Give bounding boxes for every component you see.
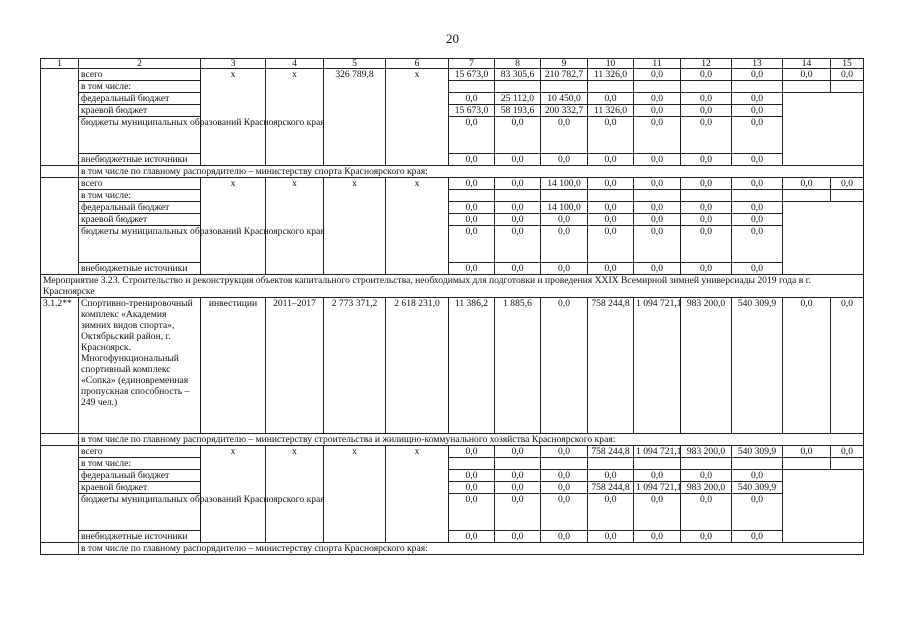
object-row <box>41 298 864 434</box>
empty-cell <box>449 458 495 470</box>
table-row <box>41 214 864 226</box>
budget-table <box>40 58 864 555</box>
value-cell: 0,0 <box>681 69 732 81</box>
header-cell: 5 <box>324 59 386 69</box>
empty-cell <box>495 190 541 202</box>
manager-sport-row: в том числе по главному распорядителю – министерству спорта Красноярского края: <box>79 166 864 178</box>
empty-cell <box>541 190 588 202</box>
page-number: 20 <box>446 31 459 46</box>
table-row <box>41 202 864 214</box>
value-cell: 983 200,0 <box>681 482 732 494</box>
value-cell: 0,0 <box>541 446 588 458</box>
value-cell: 0,0 <box>588 178 634 190</box>
table-row <box>41 154 864 166</box>
empty-cell <box>783 190 831 202</box>
empty-cell <box>41 178 79 275</box>
value-cell: 0,0 <box>449 202 495 214</box>
value-cell: 0,0 <box>495 446 541 458</box>
table-row <box>41 93 864 105</box>
value-cell: 0,0 <box>495 226 541 263</box>
value-cell: 0,0 <box>732 214 783 226</box>
value-cell: 15 673,0 <box>449 69 495 81</box>
value-cell: 0,0 <box>495 470 541 482</box>
value-cell: 0,0 <box>831 178 864 190</box>
header-cell: 8 <box>495 59 541 69</box>
value-cell: 0,0 <box>449 446 495 458</box>
value-cell: 0,0 <box>588 470 634 482</box>
header-cell: 2 <box>79 59 201 69</box>
value-cell: 0,0 <box>541 214 588 226</box>
value-cell: х <box>201 178 266 275</box>
row-label: краевой бюджет <box>79 105 201 117</box>
value-cell: 0,0 <box>449 93 495 105</box>
table-row <box>41 105 864 117</box>
value-cell: 0,0 <box>588 154 634 166</box>
value-cell: х <box>386 69 449 166</box>
empty-cell <box>634 458 681 470</box>
value-cell: 0,0 <box>449 178 495 190</box>
value-cell: 758 244,8 <box>588 298 634 434</box>
value-cell: 0,0 <box>449 494 495 531</box>
value-cell: 11 386,2 <box>449 298 495 434</box>
value-cell: 0,0 <box>634 117 681 154</box>
empty-cell <box>783 202 864 275</box>
row-label: бюджеты муниципальных образований Красноярского края <box>79 494 201 531</box>
value-cell: 0,0 <box>681 531 732 543</box>
value-cell: 0,0 <box>449 482 495 494</box>
span-row <box>41 434 864 446</box>
header-cell: 4 <box>266 59 324 69</box>
value-cell: 0,0 <box>634 226 681 263</box>
row-label: внебюджетные источники <box>79 263 201 275</box>
empty-cell <box>681 190 732 202</box>
value-cell: 0,0 <box>681 202 732 214</box>
value-cell: х <box>266 446 324 543</box>
header-cell: 15 <box>831 59 864 69</box>
header-cell: 7 <box>449 59 495 69</box>
value-cell: 0,0 <box>588 202 634 214</box>
value-cell: 0,0 <box>783 298 831 434</box>
value-cell: 0,0 <box>495 482 541 494</box>
empty-cell <box>681 81 732 93</box>
value-cell: 758 244,8 <box>588 446 634 458</box>
value-cell: 0,0 <box>634 263 681 275</box>
row-label: в том числе: <box>79 190 201 202</box>
value-cell: 0,0 <box>634 93 681 105</box>
value-cell: х <box>201 69 266 166</box>
row-label: всего <box>79 69 201 81</box>
empty-cell <box>41 166 79 178</box>
table-row <box>41 470 864 482</box>
row-label: всего <box>79 178 201 190</box>
value-cell: 14 100,0 <box>541 178 588 190</box>
row-label: федеральный бюджет <box>79 93 201 105</box>
value-cell: 0,0 <box>588 226 634 263</box>
value-cell: 0,0 <box>588 494 634 531</box>
measure-title: Мероприятие 3.23. Строительство и реконструкция объектов капитального строительства, необходимых для подготовки и проведения XXIX Всемирной зимней универсиады 2019 года в г. Красноярске <box>41 275 864 298</box>
row-label: всего <box>79 446 201 458</box>
value-cell: 0,0 <box>634 494 681 531</box>
value-cell: 0,0 <box>681 494 732 531</box>
value-cell: 0,0 <box>588 214 634 226</box>
header-cell: 12 <box>681 59 732 69</box>
row-label: бюджеты муниципальных образований Красноярского края <box>79 117 201 154</box>
value-cell: 0,0 <box>634 69 681 81</box>
value-cell: 0,0 <box>495 178 541 190</box>
row-label: в том числе: <box>79 81 201 93</box>
value-cell: 0,0 <box>681 470 732 482</box>
value-cell: 0,0 <box>541 298 588 434</box>
value-cell: 983 200,0 <box>681 298 732 434</box>
value-cell: 0,0 <box>541 263 588 275</box>
header-cell: 9 <box>541 59 588 69</box>
empty-cell <box>831 81 864 93</box>
value-cell: 0,0 <box>681 93 732 105</box>
table-row <box>41 178 864 190</box>
value-cell: 0,0 <box>541 482 588 494</box>
value-cell: х <box>266 178 324 275</box>
empty-cell <box>831 458 864 470</box>
value-cell: 0,0 <box>783 446 831 458</box>
value-cell: 0,0 <box>732 105 783 117</box>
value-cell: 1 094 721,1 <box>634 446 681 458</box>
table-row <box>41 226 864 263</box>
row-label: в том числе: <box>79 458 201 470</box>
table-row <box>41 117 864 154</box>
span-row <box>41 543 864 555</box>
value-cell: 0,0 <box>449 226 495 263</box>
value-cell: х <box>201 446 266 543</box>
empty-cell <box>495 81 541 93</box>
table-row <box>41 494 864 531</box>
value-cell: 58 193,6 <box>495 105 541 117</box>
value-cell: 0,0 <box>732 226 783 263</box>
value-cell: 0,0 <box>495 494 541 531</box>
value-cell: 0,0 <box>634 470 681 482</box>
value-cell: 0,0 <box>449 154 495 166</box>
value-cell: 0,0 <box>681 214 732 226</box>
value-cell: х <box>386 446 449 543</box>
empty-cell <box>588 458 634 470</box>
empty-cell <box>588 190 634 202</box>
value-cell: 0,0 <box>732 154 783 166</box>
empty-cell <box>41 543 79 555</box>
value-cell: 0,0 <box>681 178 732 190</box>
value-cell: 0,0 <box>495 214 541 226</box>
value-cell: 25 112,0 <box>495 93 541 105</box>
value-cell: 0,0 <box>541 494 588 531</box>
value-cell: 1 885,6 <box>495 298 541 434</box>
value-cell: 0,0 <box>732 178 783 190</box>
header-cell: 3 <box>201 59 266 69</box>
value-cell: 0,0 <box>831 298 864 434</box>
value-cell: 0,0 <box>449 214 495 226</box>
value-cell: 15 673,0 <box>449 105 495 117</box>
value-cell: 0,0 <box>541 470 588 482</box>
value-cell: 0,0 <box>681 105 732 117</box>
empty-cell <box>449 190 495 202</box>
value-cell: 0,0 <box>588 263 634 275</box>
value-cell: 0,0 <box>732 202 783 214</box>
value-cell: 0,0 <box>681 263 732 275</box>
value-cell: 11 326,0 <box>588 69 634 81</box>
empty-cell <box>588 81 634 93</box>
empty-cell <box>681 458 732 470</box>
row-label: краевой бюджет <box>79 482 201 494</box>
value-cell: 0,0 <box>495 154 541 166</box>
value-cell: 540 309,9 <box>732 482 783 494</box>
value-cell: 0,0 <box>831 69 864 81</box>
value-cell: 540 309,9 <box>732 298 783 434</box>
value-cell: 0,0 <box>495 531 541 543</box>
value-cell: 2011–2017 <box>266 298 324 434</box>
empty-cell <box>831 190 864 202</box>
value-cell: 0,0 <box>495 202 541 214</box>
object-name: Спортивно-тренировочный комплекс «Академия зимних видов спорта», Октябрьский район, г. Красноярск. Многофункциональный спортивный комплекс «Сопка» (единовременная пропускная способность – 249 чел.) <box>79 298 201 434</box>
table-row <box>41 458 864 470</box>
value-cell: 0,0 <box>681 117 732 154</box>
value-cell: 0,0 <box>634 214 681 226</box>
value-cell: 540 309,9 <box>732 446 783 458</box>
table-row <box>41 190 864 202</box>
header-cell: 11 <box>634 59 681 69</box>
value-cell: 0,0 <box>634 531 681 543</box>
empty-cell <box>732 190 783 202</box>
value-cell: 0,0 <box>732 263 783 275</box>
empty-cell <box>41 446 79 543</box>
value-cell: 0,0 <box>495 263 541 275</box>
value-cell: 0,0 <box>588 117 634 154</box>
value-cell: 0,0 <box>449 117 495 154</box>
value-cell: 0,0 <box>634 202 681 214</box>
value-cell: 983 200,0 <box>681 446 732 458</box>
empty-cell <box>783 81 831 93</box>
value-cell: 0,0 <box>634 178 681 190</box>
value-cell: 0,0 <box>541 117 588 154</box>
empty-cell <box>783 93 864 166</box>
empty-cell <box>634 190 681 202</box>
value-cell: 0,0 <box>732 494 783 531</box>
value-cell: 0,0 <box>495 117 541 154</box>
header-cell: 6 <box>386 59 449 69</box>
value-cell: 14 100,0 <box>541 202 588 214</box>
value-cell: 0,0 <box>732 117 783 154</box>
header-cell: 13 <box>732 59 783 69</box>
empty-cell <box>495 458 541 470</box>
value-cell: 0,0 <box>732 69 783 81</box>
value-cell: 0,0 <box>541 226 588 263</box>
table-row <box>41 531 864 543</box>
empty-cell <box>783 458 831 470</box>
value-cell: х <box>386 178 449 275</box>
value-cell: 0,0 <box>449 263 495 275</box>
value-cell: 326 789,8 <box>324 69 386 166</box>
value-cell: 1 094 721,1 <box>634 482 681 494</box>
value-cell: 2 618 231,0 <box>386 298 449 434</box>
value-cell: 200 332,7 <box>541 105 588 117</box>
header-cell: 14 <box>783 59 831 69</box>
empty-cell <box>41 69 79 166</box>
value-cell: 0,0 <box>449 531 495 543</box>
empty-cell <box>541 81 588 93</box>
empty-cell <box>732 81 783 93</box>
value-cell: 0,0 <box>783 178 831 190</box>
value-cell: 11 326,0 <box>588 105 634 117</box>
measure-row <box>41 275 864 298</box>
table-row <box>41 482 864 494</box>
value-cell: 0,0 <box>634 154 681 166</box>
empty-cell <box>634 81 681 93</box>
value-cell: 0,0 <box>831 446 864 458</box>
value-cell: инвестиции <box>201 298 266 434</box>
value-cell: 758 244,8 <box>588 482 634 494</box>
row-label: краевой бюджет <box>79 214 201 226</box>
value-cell: х <box>266 69 324 166</box>
row-label: федеральный бюджет <box>79 202 201 214</box>
row-label: внебюджетные источники <box>79 531 201 543</box>
object-number: 3.1.2** <box>41 298 79 434</box>
value-cell: 0,0 <box>783 69 831 81</box>
header-cell: 1 <box>41 59 79 69</box>
value-cell: 0,0 <box>449 470 495 482</box>
empty-cell <box>449 81 495 93</box>
value-cell: 0,0 <box>732 470 783 482</box>
empty-cell <box>541 458 588 470</box>
header-row <box>41 59 864 69</box>
value-cell: 0,0 <box>634 105 681 117</box>
value-cell: 0,0 <box>541 531 588 543</box>
row-label: внебюджетные источники <box>79 154 201 166</box>
value-cell: 210 782,7 <box>541 69 588 81</box>
span-row <box>41 166 864 178</box>
value-cell: х <box>324 446 386 543</box>
empty-cell <box>732 458 783 470</box>
manager-sport-row: в том числе по главному распорядителю – министерству спорта Красноярского края: <box>79 543 864 555</box>
table-row <box>41 81 864 93</box>
table-row <box>41 263 864 275</box>
manager-build-row: в том числе по главному распорядителю – министерству строительства и жилищно-коммунального хозяйства Красноярского края: <box>79 434 864 446</box>
value-cell: 1 094 721,1 <box>634 298 681 434</box>
row-label: федеральный бюджет <box>79 470 201 482</box>
value-cell: 0,0 <box>732 93 783 105</box>
value-cell: 83 305,6 <box>495 69 541 81</box>
value-cell: 0,0 <box>681 154 732 166</box>
empty-cell <box>783 470 864 543</box>
value-cell: 0,0 <box>588 531 634 543</box>
value-cell: 0,0 <box>732 531 783 543</box>
value-cell: 2 773 371,2 <box>324 298 386 434</box>
value-cell: 0,0 <box>541 154 588 166</box>
row-label: бюджеты муниципальных образований Красноярского края <box>79 226 201 263</box>
header-cell: 10 <box>588 59 634 69</box>
value-cell: 0,0 <box>588 93 634 105</box>
value-cell: 0,0 <box>681 226 732 263</box>
table-row <box>41 446 864 458</box>
value-cell: 10 450,0 <box>541 93 588 105</box>
table-row <box>41 69 864 81</box>
value-cell: х <box>324 178 386 275</box>
empty-cell <box>41 434 79 446</box>
